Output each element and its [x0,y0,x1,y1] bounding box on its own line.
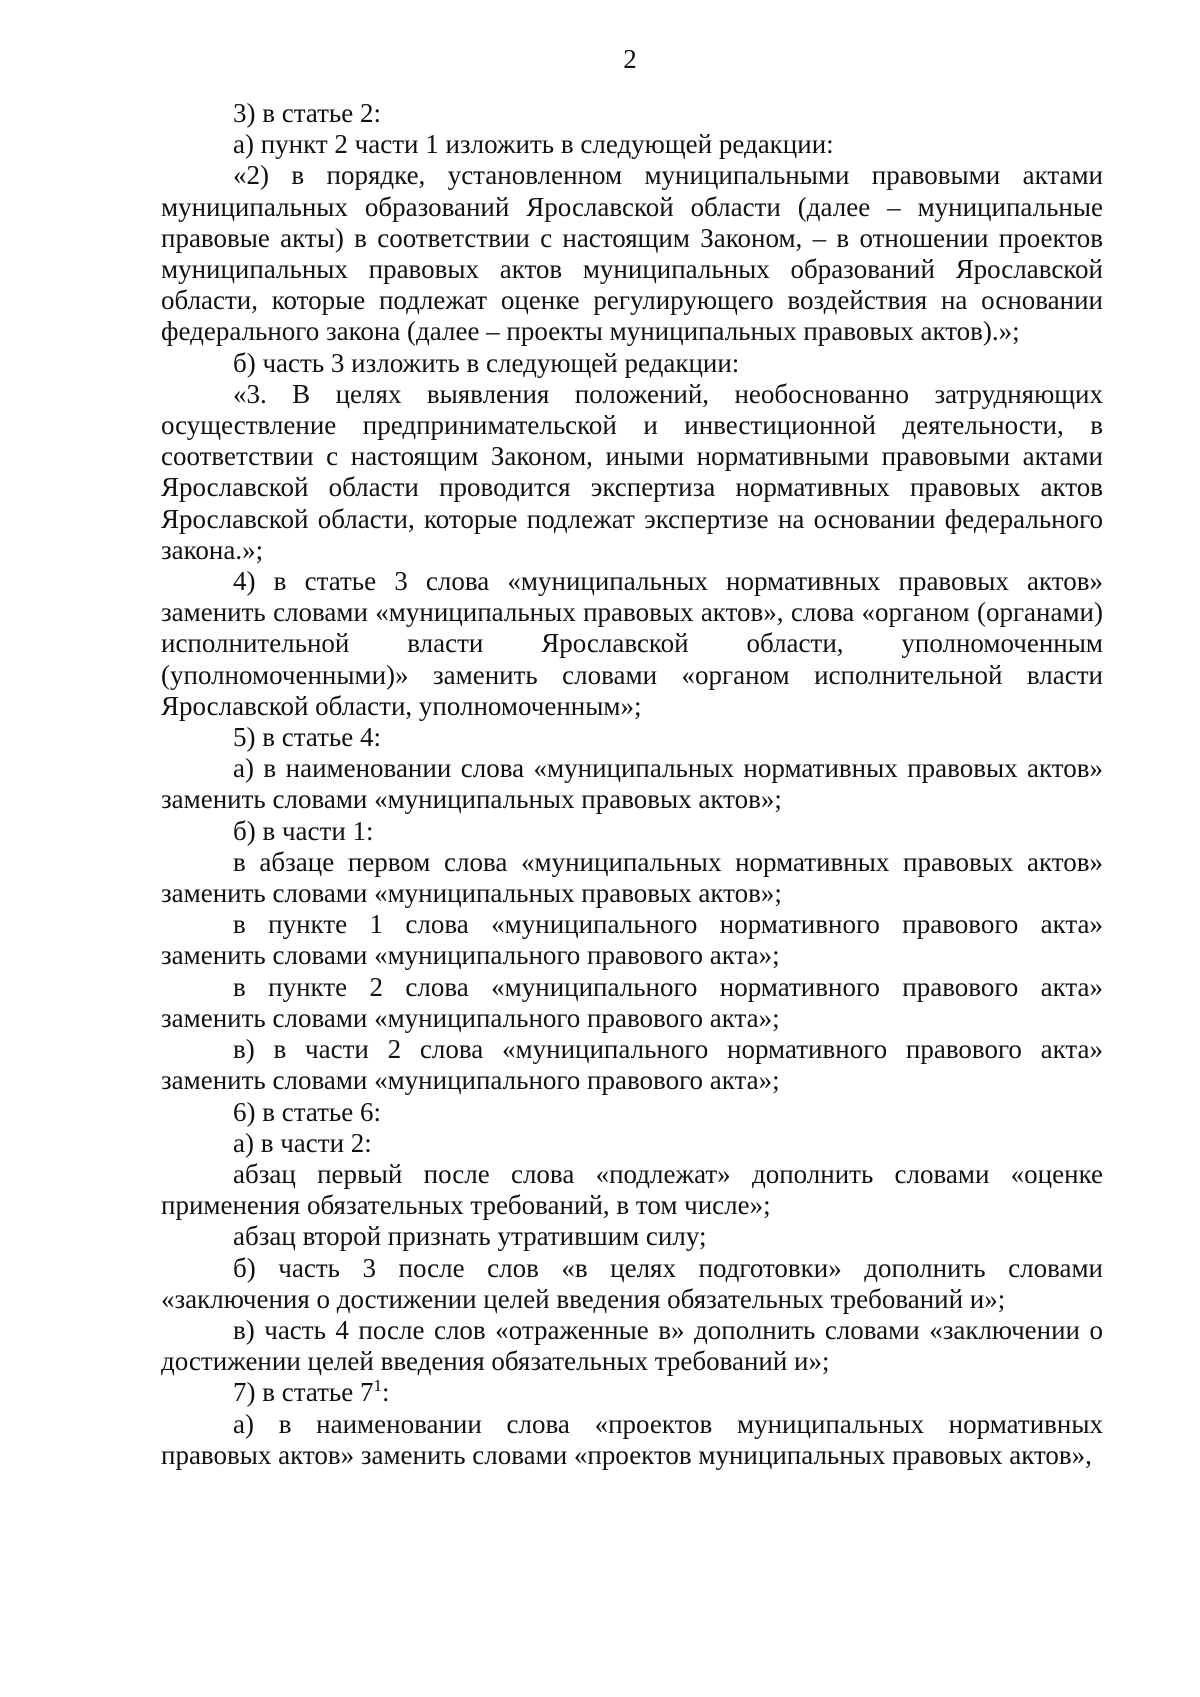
paragraph: «2) в порядке, установленном муниципальными правовыми актами муниципальных образований Ярославской области (далее – муниципальные правовые акты) в соответствии с настоящим Законом, – в отношении проектов муниципальных правовых актов муниципальных образований Ярославской области, которые подлежат оценке регулирующего воздействия на основании федерального закона (далее – проекты муниципальных правовых актов).»; [161,160,1103,347]
paragraph: б) в части 1: [233,815,374,846]
paragraph: в пункте 1 слова «муниципального нормативного правового акта» заменить словами «муниципального правового акта»; [161,909,1103,971]
document-body [161,98,1103,1471]
paragraph: в абзаце первом слова «муниципальных нормативных правовых актов» заменить словами «муниципальных правовых актов»; [161,846,1103,909]
paragraph: б) часть 3 изложить в следующей редакции: [233,347,740,378]
paragraph: а) в наименовании слова «проектов муниципальных нормативных правовых актов» заменить словами «проектов муниципальных правовых актов», [161,1408,1103,1470]
paragraph: а) в наименовании слова «муниципальных нормативных правовых актов» заменить словами «муниципальных правовых актов»; [161,753,1103,815]
paragraph: «3. В целях выявления положений, необоснованно затрудняющих осуществление предпринимательской и инвестиционной деятельности, в соответствии с настоящим Законом, иными нормативными правовыми актами Ярославской области проводится экспертиза нормативных правовых актов Ярославской области, которые подлежат экспертизе на основании федерального закона.»; [161,378,1103,565]
article-prefix: 7) в статье 7 [233,1377,374,1408]
paragraph: 4) в статье 3 слова «муниципальных нормативных правовых актов» заменить словами «муниципальных правовых актов», слова «органом (органами) исполнительной власти Ярославской области, уполномоченным (уполномоченными)» заменить словами «органом исполнительной власти Ярославской области, уполномоченным»; [161,566,1103,721]
paragraph: а) в части 2: [233,1127,372,1158]
paragraph: 6) в статье 6: [233,1096,381,1127]
paragraph-article-7-1 [161,1377,1103,1408]
paragraph: 3) в статье 2: [233,98,381,128]
paragraph: абзац второй признать утратившим силу; [233,1221,707,1252]
paragraph: а) пункт 2 части 1 изложить в следующей редакции: [233,129,834,160]
paragraph: абзац первый после слова «подлежат» дополнить словами «оценке применения обязательных требований, в том числе»; [161,1158,1103,1221]
paragraph: б) часть 3 после слов «в целях подготовки» дополнить словами «заключения о достижении целей введения обязательных требований и»; [161,1252,1103,1314]
article-suffix: : [381,1377,390,1408]
article-superscript: 1 [373,1376,382,1396]
paragraph: 5) в статье 4: [233,722,381,753]
page-number: 2 [623,44,637,74]
paragraph: в) в части 2 слова «муниципального нормативного правового акта» заменить словами «муниципального правового акта»; [161,1034,1103,1096]
paragraph: в) часть 4 после слов «отраженные в» дополнить словами «заключении о достижении целей введения обязательных требований и»; [161,1314,1103,1377]
paragraph: в пункте 2 слова «муниципального нормативного правового акта» заменить словами «муниципального правового акта»; [161,971,1103,1033]
